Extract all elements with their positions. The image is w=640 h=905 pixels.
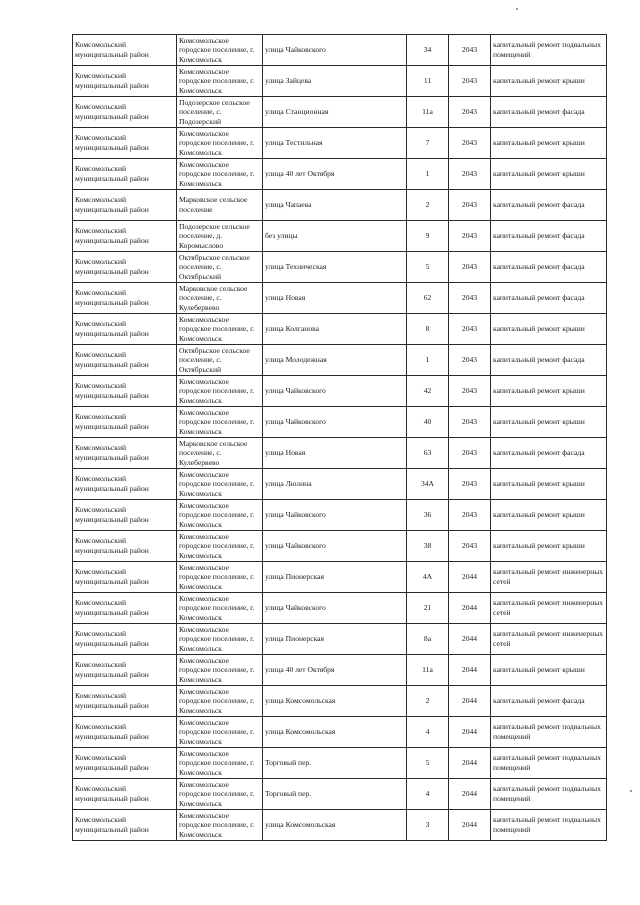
cell-settlement: Октябрьское сельское поселение, с. Октябрьский <box>177 252 263 283</box>
cell-street: без улицы <box>263 221 407 252</box>
cell-house: 7 <box>407 128 449 159</box>
cell-settlement: Подозерское сельское поселение, с. Подозерский <box>177 97 263 128</box>
cell-settlement: Комсомольское городское поселение, г. Комсомольск <box>177 624 263 655</box>
scan-speck <box>516 8 518 10</box>
cell-year: 2043 <box>449 128 491 159</box>
cell-work-type: капитальный ремонт крыши <box>491 314 607 345</box>
table-row <box>73 779 607 810</box>
cell-settlement: Комсомольское городское поселение, г. Комсомольск <box>177 593 263 624</box>
cell-year: 2043 <box>449 500 491 531</box>
table-row <box>73 810 607 841</box>
cell-year: 2043 <box>449 469 491 500</box>
cell-work-type: капитальный ремонт подвальных помещений <box>491 35 607 66</box>
cell-district: Комсомольский муниципальный район <box>73 500 177 531</box>
cell-district: Комсомольский муниципальный район <box>73 66 177 97</box>
cell-street: улица Новая <box>263 438 407 469</box>
cell-year: 2043 <box>449 221 491 252</box>
cell-street: улица Станционная <box>263 97 407 128</box>
cell-settlement: Марковское сельское поселение, с. Кулебервево <box>177 283 263 314</box>
cell-street: улица Комсомольская <box>263 686 407 717</box>
cell-year: 2043 <box>449 314 491 345</box>
cell-street: улица Комсомольская <box>263 810 407 841</box>
cell-settlement: Октябрьское сельское поселение, с. Октябрьский <box>177 345 263 376</box>
cell-work-type: капитальный ремонт крыши <box>491 376 607 407</box>
cell-work-type: капитальный ремонт крыши <box>491 66 607 97</box>
cell-settlement: Комсомольское городское поселение, г. Комсомольск <box>177 779 263 810</box>
table-row <box>73 469 607 500</box>
cell-settlement: Комсомольское городское поселение, г. Комсомольск <box>177 66 263 97</box>
cell-work-type: капитальный ремонт инженерных сетей <box>491 562 607 593</box>
cell-settlement: Комсомольское городское поселение, г. Комсомольск <box>177 748 263 779</box>
cell-street: улица Чайковского <box>263 35 407 66</box>
cell-district: Комсомольский муниципальный район <box>73 97 177 128</box>
cell-house: 5 <box>407 252 449 283</box>
cell-district: Комсомольский муниципальный район <box>73 562 177 593</box>
cell-year: 2043 <box>449 97 491 128</box>
cell-house: 11а <box>407 655 449 686</box>
cell-work-type: капитальный ремонт подвальных помещений <box>491 748 607 779</box>
cell-district: Комсомольский муниципальный район <box>73 717 177 748</box>
cell-work-type: капитальный ремонт фасада <box>491 97 607 128</box>
cell-house: 34 <box>407 35 449 66</box>
cell-year: 2043 <box>449 66 491 97</box>
cell-settlement: Подозерское сельское поселение, д. Коромыслово <box>177 221 263 252</box>
cell-work-type: капитальный ремонт крыши <box>491 407 607 438</box>
cell-street: улица Пионерская <box>263 562 407 593</box>
cell-year: 2043 <box>449 438 491 469</box>
cell-district: Комсомольский муниципальный район <box>73 252 177 283</box>
cell-year: 2044 <box>449 779 491 810</box>
cell-work-type: капитальный ремонт фасада <box>491 345 607 376</box>
cell-district: Комсомольский муниципальный район <box>73 35 177 66</box>
cell-work-type: капитальный ремонт подвальных помещений <box>491 717 607 748</box>
cell-work-type: капитальный ремонт фасада <box>491 221 607 252</box>
cell-street: улица Чайковского <box>263 593 407 624</box>
cell-district: Комсомольский муниципальный район <box>73 624 177 655</box>
cell-year: 2044 <box>449 562 491 593</box>
cell-settlement: Марковское сельское поселение <box>177 190 263 221</box>
cell-year: 2043 <box>449 190 491 221</box>
cell-settlement: Комсомольское городское поселение, г. Комсомольск <box>177 500 263 531</box>
table-row <box>73 252 607 283</box>
cell-district: Комсомольский муниципальный район <box>73 283 177 314</box>
cell-district: Комсомольский муниципальный район <box>73 810 177 841</box>
cell-house: 2 <box>407 686 449 717</box>
cell-house: 4 <box>407 779 449 810</box>
cell-house: 21 <box>407 593 449 624</box>
table-row <box>73 221 607 252</box>
cell-work-type: капитальный ремонт инженерных сетей <box>491 624 607 655</box>
cell-work-type: капитальный ремонт крыши <box>491 655 607 686</box>
cell-work-type: капитальный ремонт фасада <box>491 686 607 717</box>
cell-street: улица Молодежная <box>263 345 407 376</box>
cell-district: Комсомольский муниципальный район <box>73 128 177 159</box>
cell-street: улица Пионерская <box>263 624 407 655</box>
cell-year: 2043 <box>449 376 491 407</box>
cell-district: Комсомольский муниципальный район <box>73 314 177 345</box>
cell-house: 8а <box>407 624 449 655</box>
cell-house: 11 <box>407 66 449 97</box>
cell-house: 42 <box>407 376 449 407</box>
cell-settlement: Комсомольское городское поселение, г. Комсомольск <box>177 717 263 748</box>
cell-year: 2043 <box>449 35 491 66</box>
table-row <box>73 66 607 97</box>
cell-settlement: Комсомольское городское поселение, г. Комсомольск <box>177 35 263 66</box>
cell-settlement: Комсомольское городское поселение, г. Комсомольск <box>177 469 263 500</box>
cell-street: улица Чайковского <box>263 376 407 407</box>
table-row <box>73 128 607 159</box>
cell-year: 2044 <box>449 810 491 841</box>
cell-street: улица Комсомольская <box>263 717 407 748</box>
cell-settlement: Комсомольское городское поселение, г. Комсомольск <box>177 376 263 407</box>
cell-house: 4А <box>407 562 449 593</box>
cell-year: 2043 <box>449 252 491 283</box>
table-row <box>73 593 607 624</box>
cell-year: 2043 <box>449 283 491 314</box>
cell-year: 2044 <box>449 624 491 655</box>
table-row <box>73 97 607 128</box>
cell-district: Комсомольский муниципальный район <box>73 469 177 500</box>
cell-year: 2044 <box>449 748 491 779</box>
cell-district: Комсомольский муниципальный район <box>73 655 177 686</box>
table-row <box>73 35 607 66</box>
cell-house: 63 <box>407 438 449 469</box>
cell-district: Комсомольский муниципальный район <box>73 748 177 779</box>
cell-work-type: капитальный ремонт крыши <box>491 531 607 562</box>
table-row <box>73 655 607 686</box>
table-row <box>73 345 607 376</box>
table-row <box>73 314 607 345</box>
cell-settlement: Марковское сельское поселение, с. Кулебервево <box>177 438 263 469</box>
cell-work-type: капитальный ремонт фасада <box>491 438 607 469</box>
cell-year: 2043 <box>449 407 491 438</box>
cell-settlement: Комсомольское городское поселение, г. Комсомольск <box>177 128 263 159</box>
cell-work-type: капитальный ремонт фасада <box>491 252 607 283</box>
table-row <box>73 438 607 469</box>
cell-settlement: Комсомольское городское поселение, г. Комсомольск <box>177 655 263 686</box>
cell-district: Комсомольский муниципальный район <box>73 779 177 810</box>
table-row <box>73 407 607 438</box>
cell-street: Торговый пер. <box>263 779 407 810</box>
cell-street: улица Новая <box>263 283 407 314</box>
cell-house: 5 <box>407 748 449 779</box>
table-row <box>73 376 607 407</box>
table-body <box>73 35 607 841</box>
cell-year: 2043 <box>449 531 491 562</box>
cell-district: Комсомольский муниципальный район <box>73 221 177 252</box>
table-row <box>73 500 607 531</box>
cell-work-type: капитальный ремонт инженерных сетей <box>491 593 607 624</box>
cell-house: 4 <box>407 717 449 748</box>
cell-year: 2043 <box>449 345 491 376</box>
cell-house: 38 <box>407 531 449 562</box>
cell-street: улица 40 лет Октября <box>263 159 407 190</box>
table-row <box>73 624 607 655</box>
table-row <box>73 283 607 314</box>
table-row <box>73 717 607 748</box>
table-row <box>73 159 607 190</box>
table-row <box>73 562 607 593</box>
cell-house: 3 <box>407 810 449 841</box>
cell-year: 2044 <box>449 655 491 686</box>
table-row <box>73 748 607 779</box>
cell-street: улица Чайковского <box>263 407 407 438</box>
cell-settlement: Комсомольское городское поселение, г. Комсомольск <box>177 159 263 190</box>
cell-house: 2 <box>407 190 449 221</box>
cell-settlement: Комсомольское городское поселение, г. Комсомольск <box>177 407 263 438</box>
cell-house: 40 <box>407 407 449 438</box>
cell-year: 2043 <box>449 159 491 190</box>
cell-settlement: Комсомольское городское поселение, г. Комсомольск <box>177 810 263 841</box>
cell-settlement: Комсомольское городское поселение, г. Комсомольск <box>177 531 263 562</box>
cell-work-type: капитальный ремонт подвальных помещений <box>491 779 607 810</box>
cell-work-type: капитальный ремонт подвальных помещений <box>491 810 607 841</box>
cell-street: улица Чайковского <box>263 531 407 562</box>
cell-district: Комсомольский муниципальный район <box>73 438 177 469</box>
cell-house: 36 <box>407 500 449 531</box>
cell-street: улица Люлина <box>263 469 407 500</box>
cell-district: Комсомольский муниципальный район <box>73 531 177 562</box>
cell-district: Комсомольский муниципальный район <box>73 345 177 376</box>
cell-year: 2044 <box>449 717 491 748</box>
cell-house: 9 <box>407 221 449 252</box>
cell-year: 2044 <box>449 686 491 717</box>
cell-settlement: Комсомольское городское поселение, г. Комсомольск <box>177 314 263 345</box>
cell-settlement: Комсомольское городское поселение, г. Комсомольск <box>177 562 263 593</box>
cell-street: улица Тестильная <box>263 128 407 159</box>
cell-settlement: Комсомольское городское поселение, г. Комсомольск <box>177 686 263 717</box>
cell-house: 62 <box>407 283 449 314</box>
scan-speck <box>630 790 632 792</box>
cell-street: улица Колганова <box>263 314 407 345</box>
cell-house: 11а <box>407 97 449 128</box>
cell-house: 34А <box>407 469 449 500</box>
cell-work-type: капитальный ремонт крыши <box>491 159 607 190</box>
repair-schedule-table <box>72 34 607 841</box>
cell-house: 1 <box>407 345 449 376</box>
cell-year: 2044 <box>449 593 491 624</box>
cell-district: Комсомольский муниципальный район <box>73 376 177 407</box>
cell-work-type: капитальный ремонт фасада <box>491 190 607 221</box>
table-row <box>73 190 607 221</box>
cell-district: Комсомольский муниципальный район <box>73 686 177 717</box>
cell-street: улица Чапаева <box>263 190 407 221</box>
cell-district: Комсомольский муниципальный район <box>73 190 177 221</box>
cell-street: улица Чайковского <box>263 500 407 531</box>
cell-district: Комсомольский муниципальный район <box>73 407 177 438</box>
cell-work-type: капитальный ремонт крыши <box>491 469 607 500</box>
cell-district: Комсомольский муниципальный район <box>73 593 177 624</box>
cell-street: улица Техническая <box>263 252 407 283</box>
table-row <box>73 686 607 717</box>
cell-work-type: капитальный ремонт фасада <box>491 283 607 314</box>
cell-house: 8 <box>407 314 449 345</box>
cell-street: улица 40 лет Октября <box>263 655 407 686</box>
cell-street: улица Зайцева <box>263 66 407 97</box>
cell-work-type: капитальный ремонт крыши <box>491 128 607 159</box>
cell-district: Комсомольский муниципальный район <box>73 159 177 190</box>
cell-work-type: капитальный ремонт крыши <box>491 500 607 531</box>
cell-street: Торговый пер. <box>263 748 407 779</box>
cell-house: 1 <box>407 159 449 190</box>
table-row <box>73 531 607 562</box>
